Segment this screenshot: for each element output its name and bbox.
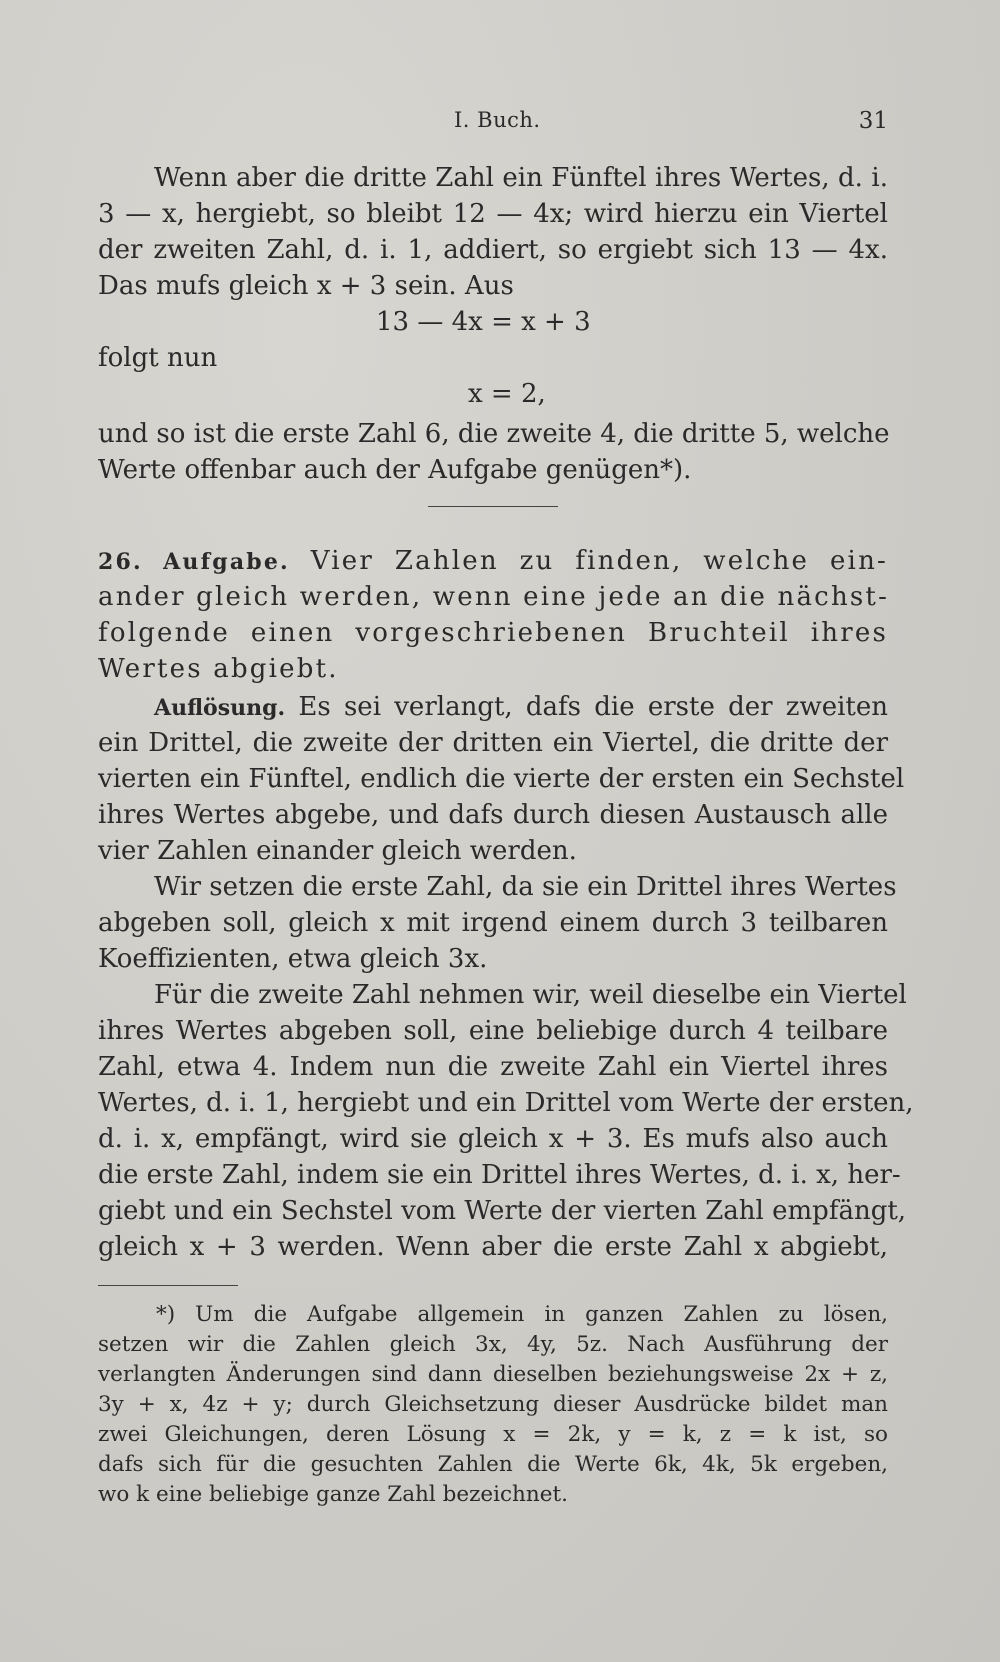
text-line: Wenn aber die dritte Zahl ein Fünftel ihres Wertes, d. i. [154, 163, 888, 193]
text-line: abgeben soll, gleich x mit irgend einem durch 3 teilbaren [98, 908, 888, 938]
text-line: vierten ein Fünftel, endlich die vierte der ersten ein Sechstel [98, 764, 905, 794]
task-text: Vier Zahlen zu finden, welche ein- [310, 546, 889, 576]
task-26 [98, 543, 888, 687]
text-line: 3 — x, hergiebt, so bleibt 12 — 4x; wird hierzu ein Viertel [98, 199, 888, 229]
footnote-line: setzen wir die Zahlen gleich 3x, 4y, 5z. Nach Ausführung der [98, 1332, 888, 1357]
solution-first-line [98, 689, 888, 725]
footnote-line: verlangten Änderungen sind dann dieselben beziehungsweise 2x + z, [98, 1362, 888, 1387]
paragraph-1 [98, 160, 888, 304]
footnote-line: *) Um die Aufgabe allgemein in ganzen Zahlen zu lösen, [156, 1302, 888, 1327]
text-line: vier Zahlen einander gleich werden. [98, 836, 577, 866]
page-header [98, 108, 888, 138]
solution [98, 689, 905, 869]
text-line: ein Drittel, die zweite der dritten ein Viertel, die dritte der [98, 728, 888, 758]
text-line: Das mufs gleich x + 3 sein. Aus [98, 271, 514, 301]
text-line: und so ist die erste Zahl 6, die zweite 4, die dritte 5, welche [98, 419, 890, 449]
text-line: Koeffizienten, etwa gleich 3x. [98, 944, 488, 974]
page-body [98, 160, 914, 1510]
task-label: 26. Aufgabe. [98, 549, 290, 575]
text-line: ihres Wertes abgebe, und dafs durch diesen Austausch alle [98, 800, 888, 830]
footnote-divider [98, 1285, 238, 1286]
footnote-line: dafs sich für die gesuchten Zahlen die Werte 6k, 4k, 5k ergeben, [98, 1452, 888, 1477]
text-line: Zahl, etwa 4. Indem nun die zweite Zahl ein Viertel ihres [98, 1052, 888, 1082]
folgt-nun: folgt nun [98, 343, 218, 373]
text-line: der zweiten Zahl, d. i. 1, addiert, so ergiebt sich 13 — 4x. [98, 235, 888, 265]
text-line: Für die zweite Zahl nehmen wir, weil dieselbe ein Viertel [154, 980, 907, 1010]
task-first-line [98, 543, 888, 579]
equation-1: 13 — 4x = x + 3 [376, 307, 591, 337]
text-line: Wir setzen die erste Zahl, da sie ein Drittel ihres Wertes [154, 872, 897, 902]
paragraph-3 [98, 869, 897, 977]
equation-2: x = 2, [468, 379, 546, 409]
text-line: folgende einen vorgeschriebenen Bruchteil ihres [98, 618, 888, 648]
text-line: Wertes abgiebt. [98, 654, 339, 684]
paragraph-4 [98, 977, 914, 1265]
text-line: Wertes, d. i. 1, hergiebt und ein Drittel vom Werte der ersten, [98, 1088, 914, 1118]
footnote-line: wo k eine beliebige ganze Zahl bezeichnet. [98, 1482, 568, 1507]
solution-text: Es sei verlangt, dafs die erste der zweiten [298, 692, 888, 722]
text-line: d. i. x, empfängt, wird sie gleich x + 3. Es mufs also auch [98, 1124, 888, 1154]
section-divider [428, 506, 558, 507]
paragraph-2 [98, 416, 888, 488]
text-line: giebt und ein Sechstel vom Werte der vierten Zahl empfängt, [98, 1196, 907, 1226]
footnote [98, 1300, 888, 1510]
footnote-line: zwei Gleichungen, deren Lösung x = 2k, y = k, z = k ist, so [98, 1422, 888, 1447]
running-head: I. Buch. [454, 108, 541, 132]
text-line: ander gleich werden, wenn eine jede an die nächst- [98, 582, 890, 612]
page-number: 31 [858, 108, 888, 134]
text-line: die erste Zahl, indem sie ein Drittel ihres Wertes, d. i. x, her- [98, 1160, 901, 1190]
text-line: Werte offenbar auch der Aufgabe genügen*). [98, 455, 692, 485]
footnote-line: 3y + x, 4z + y; durch Gleichsetzung dieser Ausdrücke bildet man [98, 1392, 888, 1417]
text-line: ihres Wertes abgeben soll, eine beliebige durch 4 teilbare [98, 1016, 888, 1046]
text-line: gleich x + 3 werden. Wenn aber die erste Zahl x abgiebt, [98, 1232, 888, 1262]
solution-label: Auflösung. [154, 695, 286, 721]
